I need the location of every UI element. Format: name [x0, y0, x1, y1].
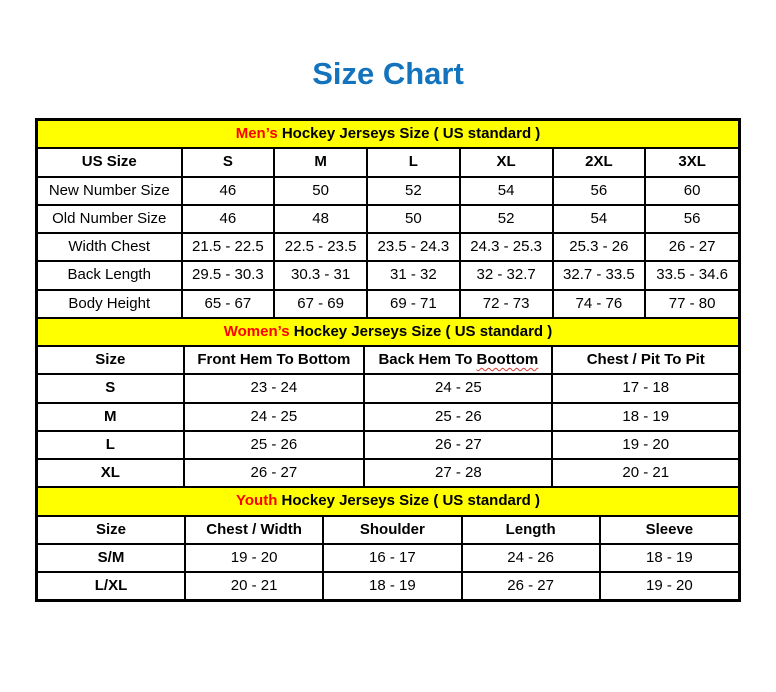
table-row: [38, 572, 738, 599]
size-value: 19 - 20: [185, 544, 323, 572]
column-header: Length: [462, 516, 600, 544]
size-value: 26 - 27: [462, 572, 600, 599]
table-row: [38, 459, 738, 487]
mens-banner-row: [38, 121, 738, 148]
table-row: [38, 177, 738, 205]
size-value: 24 - 25: [184, 403, 365, 431]
size-value: 48: [274, 205, 367, 233]
page-title: Size Chart: [312, 56, 464, 91]
size-value: 26 - 27: [364, 431, 552, 459]
size-value: 74 - 76: [553, 290, 646, 318]
size-value: 19 - 20: [552, 431, 738, 459]
size-value: 17 - 18: [552, 374, 738, 402]
size-value: 23 - 24: [184, 374, 365, 402]
size-value: 32.7 - 33.5: [553, 261, 646, 289]
size-value: 32 - 32.7: [460, 261, 553, 289]
row-label: L/XL: [38, 572, 185, 599]
size-value: 25.3 - 26: [553, 233, 646, 261]
womens-banner-highlight: Women’s: [223, 322, 290, 340]
row-label: New Number Size: [38, 177, 182, 205]
column-header: Sleeve: [600, 516, 738, 544]
size-value: 29.5 - 30.3: [182, 261, 275, 289]
size-value: 16 - 17: [323, 544, 461, 572]
size-value: 21.5 - 22.5: [182, 233, 275, 261]
size-value: 18 - 19: [323, 572, 461, 599]
size-value: 77 - 80: [645, 290, 738, 318]
size-value: 54: [553, 205, 646, 233]
row-label: Width Chest: [38, 233, 182, 261]
size-value: 24 - 26: [462, 544, 600, 572]
mens-section-banner: [38, 121, 738, 148]
column-header: US Size: [38, 148, 182, 176]
size-value: 65 - 67: [182, 290, 275, 318]
size-value: 24 - 25: [364, 374, 552, 402]
column-header: 3XL: [645, 148, 738, 176]
size-value: 24.3 - 25.3: [460, 233, 553, 261]
row-label: S: [38, 374, 184, 402]
size-value: 69 - 71: [367, 290, 460, 318]
youth-header-row: [38, 516, 738, 544]
back-hem-misspelled-word: Boottom: [476, 351, 539, 368]
mens-header-row: [38, 148, 738, 176]
size-value: 60: [645, 177, 738, 205]
row-label: L: [38, 431, 184, 459]
mens-banner-rest: Hockey Jerseys Size ( US standard ): [277, 125, 541, 142]
column-header: Size: [38, 346, 184, 374]
size-value: 20 - 21: [552, 459, 738, 487]
row-label: Back Length: [38, 261, 182, 289]
table-row: [38, 233, 738, 261]
womens-header-row: [38, 346, 738, 374]
column-header: L: [367, 148, 460, 176]
size-value: 23.5 - 24.3: [367, 233, 460, 261]
table-row: [38, 374, 738, 402]
table-row: [38, 403, 738, 431]
size-value: 22.5 - 23.5: [274, 233, 367, 261]
size-value: 31 - 32: [367, 261, 460, 289]
size-value: 54: [460, 177, 553, 205]
womens-banner-rest: Hockey Jerseys Size ( US standard ): [289, 322, 553, 340]
womens-banner-row: [38, 319, 738, 346]
table-row: [38, 261, 738, 289]
size-value: 26 - 27: [645, 233, 738, 261]
size-value: 50: [367, 205, 460, 233]
table-row: [38, 431, 738, 459]
size-value: 25 - 26: [184, 431, 365, 459]
youth-banner-row: [38, 488, 738, 515]
column-header: Shoulder: [323, 516, 461, 544]
size-value: 18 - 19: [600, 544, 738, 572]
column-header-misspelled: [364, 346, 552, 374]
youth-banner-rest: Hockey Jerseys Size ( US standard ): [277, 492, 540, 510]
size-value: 26 - 27: [184, 459, 365, 487]
size-value: 18 - 19: [552, 403, 738, 431]
size-chart-tables: [35, 118, 741, 602]
column-header: M: [274, 148, 367, 176]
row-label: Old Number Size: [38, 205, 182, 233]
mens-size-table: [38, 121, 738, 319]
size-value: 33.5 - 34.6: [645, 261, 738, 289]
size-value: 52: [367, 177, 460, 205]
size-value: 72 - 73: [460, 290, 553, 318]
column-header: Front Hem To Bottom: [184, 346, 365, 374]
womens-size-table: [38, 319, 738, 489]
youth-banner-highlight: Youth: [236, 492, 278, 510]
column-header: 2XL: [553, 148, 646, 176]
size-value: 52: [460, 205, 553, 233]
youth-size-table: [38, 488, 738, 599]
size-value: 20 - 21: [185, 572, 323, 599]
back-hem-prefix: Back Hem To: [378, 351, 477, 368]
size-value: 30.3 - 31: [274, 261, 367, 289]
row-label: Body Height: [38, 290, 182, 318]
row-label: XL: [38, 459, 184, 487]
size-value: 46: [182, 205, 275, 233]
column-header: Chest / Width: [185, 516, 323, 544]
youth-section-banner: [38, 488, 738, 515]
table-row: [38, 290, 738, 318]
row-label: M: [38, 403, 184, 431]
size-value: 56: [645, 205, 738, 233]
size-value: 25 - 26: [364, 403, 552, 431]
size-value: 19 - 20: [600, 572, 738, 599]
table-row: [38, 544, 738, 572]
size-value: 56: [553, 177, 646, 205]
table-row: [38, 205, 738, 233]
column-header: Size: [38, 516, 185, 544]
womens-section-banner: [38, 319, 738, 346]
mens-banner-highlight: Men’s: [235, 125, 278, 142]
row-label: S/M: [38, 544, 185, 572]
column-header: S: [182, 148, 275, 176]
column-header: Chest / Pit To Pit: [552, 346, 738, 374]
size-value: 27 - 28: [364, 459, 552, 487]
size-value: 46: [182, 177, 275, 205]
size-value: 50: [274, 177, 367, 205]
size-value: 67 - 69: [274, 290, 367, 318]
column-header: XL: [460, 148, 553, 176]
